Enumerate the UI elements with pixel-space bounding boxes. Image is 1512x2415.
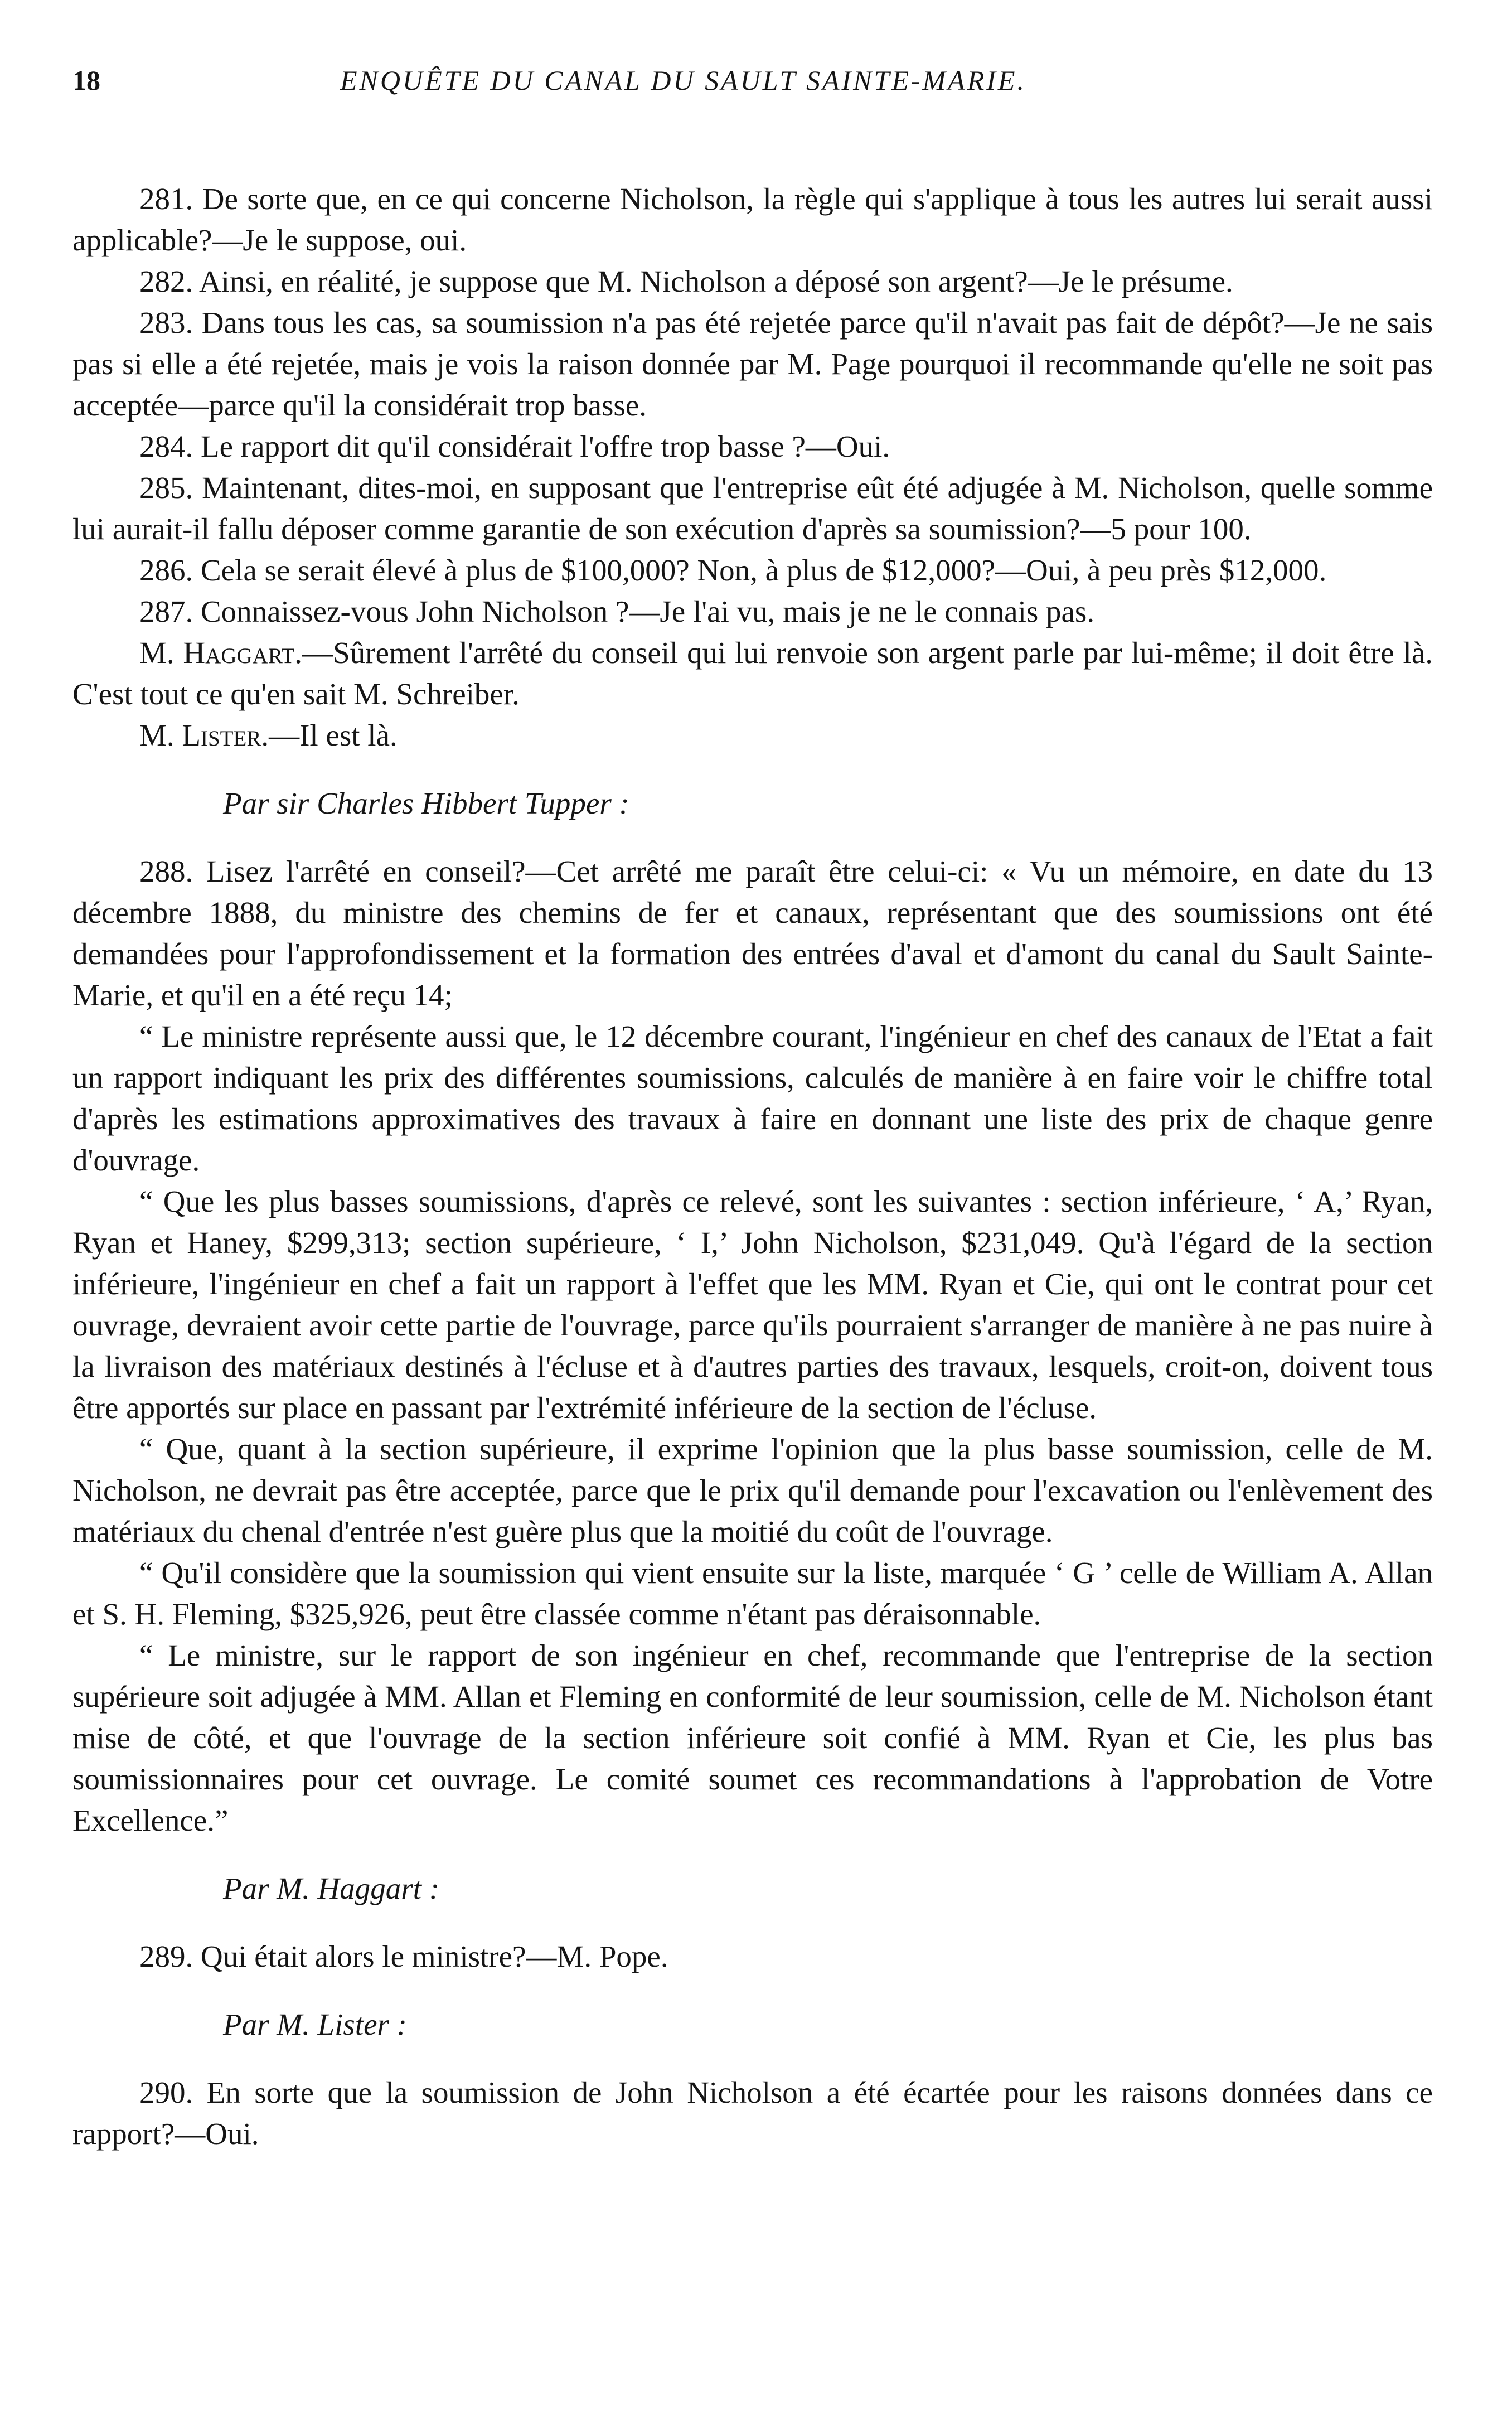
document-page [72, 50, 1433, 2375]
quoted-paragraph: “ Le ministre, sur le rapport de son ingénieur en chef, recommande que l'entreprise de la section supérieure soit adjugée à MM. Allan et Fleming en conformité de leur soumission, celle de M. Nicholson étant mise de côté, et que l'ouvrage de la section inférieure soit confié à MM. Ryan et Cie, les plus bas soumissionnaires pour cet ouvrage. Le comité soumet ces recommandations à l'approbation de Votre Excellence.” [72, 1638, 1433, 1837]
numbered-paragraph: 285. Maintenant, dites-moi, en supposant que l'entreprise eût été adjugée à M. Nicholson, quelle somme lui aurait-il fallu déposer comme garantie de son exécution d'après sa soumission?—5 pour 100. [72, 471, 1433, 546]
quoted-paragraph: “ Que, quant à la section supérieure, il exprime l'opinion que la plus basse soumission, celle de M. Nicholson, ne devrait pas être acceptée, parce que le prix qu'il demande pour l'excavation ou l'enlèvement des matériaux du chenal d'entrée n'est guère plus que la moitié du coût de l'ouvrage. [72, 1432, 1433, 1548]
quoted-paragraph: “ Le ministre représente aussi que, le 12 décembre courant, l'ingénieur en chef des canaux de l'Etat a fait un rapport indiquant les prix des différentes soumissions, calculés de manière à en faire voir le chiffre total d'après les estimations approximatives des travaux à faire en donnant une liste des prix de chaque genre d'ouvrage. [72, 1019, 1433, 1177]
speaker-paragraph [72, 632, 1433, 715]
numbered-paragraph: 282. Ainsi, en réalité, je suppose que M. Nicholson a déposé son argent?—Je le présume. [139, 264, 1233, 298]
numbered-paragraph: 283. Dans tous les cas, sa soumission n'a pas été rejetée parce qu'il n'avait pas fait de dépôt?—Je ne sais pas si elle a été rejetée, mais je vois la raison donnée par M. Page pourquoi il recommande qu'elle ne soit pas acceptée—parce qu'il la considérait trop basse. [72, 306, 1433, 422]
running-title: ENQUÊTE DU CANAL DU SAULT SAINTE-MARIE. [340, 65, 1026, 96]
numbered-paragraph: 289. Qui était alors le ministre?—M. Pope. [139, 1939, 668, 1973]
speaker-name: M. Lister. [139, 718, 269, 752]
numbered-paragraph: 286. Cela se serait élevé à plus de $100,000? Non, à plus de $12,000?—Oui, à peu près $12,000. [139, 553, 1327, 587]
quoted-paragraph: “ Qu'il considère que la soumission qui vient ensuite sur la liste, marquée ‘ G ’ celle de William A. Allan et S. H. Fleming, $325,926, peut être classée comme n'étant pas déraisonnable. [72, 1556, 1433, 1631]
speaker-text: —Il est là. [269, 718, 398, 752]
numbered-paragraph: 281. De sorte que, en ce qui concerne Nicholson, la règle qui s'applique à tous les autres lui serait aussi applicable?—Je le suppose, oui. [72, 182, 1433, 257]
quoted-paragraph: “ Que les plus basses soumissions, d'après ce relevé, sont les suivantes : section inférieure, ‘ A,’ Ryan, Ryan et Haney, $299,313; section supérieure, ‘ I,’ John Nicholson, $231,049. Qu'à l'égard de la section inférieure, l'ingénieur en chef a fait un rapport à l'effet que les MM. Ryan et Cie, qui ont le contrat pour cet ouvrage, devraient avoir cette partie de l'ouvrage, parce qu'ils pourraient s'arranger de manière à ne pas nuire à la livraison des matériaux destinés à l'écluse et à d'autres parties des travaux, lesquels, croit-on, doivent tous être apportés sur place en passant par l'extrémité inférieure de la section de l'écluse. [72, 1184, 1433, 1425]
section-heading: Par sir Charles Hibbert Tupper : [223, 786, 629, 820]
numbered-paragraph: 290. En sorte que la soumission de John Nicholson a été écartée pour les raisons données dans ce rapport?—Oui. [72, 2075, 1433, 2151]
document-body [72, 178, 1433, 2155]
numbered-paragraph: 288. Lisez l'arrêté en conseil?—Cet arrêté me paraît être celui-ci: « Vu un mémoire, en date du 13 décembre 1888, du ministre des chemins de fer et canaux, représentant que des soumissions ont été demandées pour l'approfondissement et la formation des entrées d'aval et d'amont du canal du Sault Sainte-Marie, et qu'il en a été reçu 14; [72, 854, 1433, 1012]
numbered-paragraph: 284. Le rapport dit qu'il considérait l'offre trop basse ?—Oui. [139, 429, 890, 463]
section-heading: Par M. Haggart : [223, 1871, 440, 1905]
speaker-text: —Sûrement l'arrêté du conseil qui lui renvoie son argent parle par lui-même; il doit être là. C'est tout ce qu'en sait M. Schreiber. [72, 636, 1433, 711]
page-header [72, 50, 1433, 106]
speaker-paragraph [72, 715, 1433, 756]
speaker-name: M. Haggart. [139, 636, 303, 670]
numbered-paragraph: 287. Connaissez-vous John Nicholson ?—Je l'ai vu, mais je ne le connais pas. [139, 594, 1095, 628]
section-heading: Par M. Lister : [223, 2007, 407, 2041]
page-number: 18 [72, 65, 100, 96]
